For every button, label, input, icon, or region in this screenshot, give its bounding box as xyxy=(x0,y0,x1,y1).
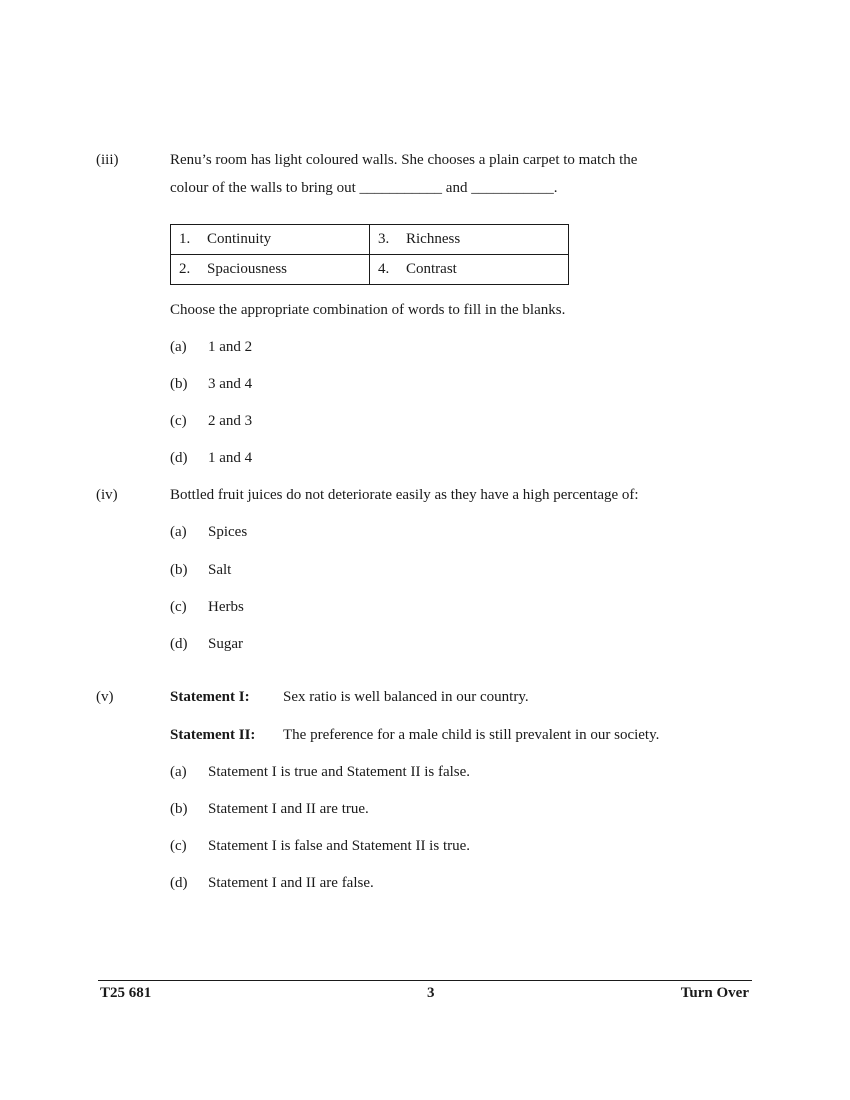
question-number-iii: (iii) xyxy=(96,152,119,168)
statement-2-text: The preference for a male child is still prevalent in our society. xyxy=(283,727,660,743)
option-text: Statement I and II are false. xyxy=(208,875,374,891)
table-cell xyxy=(171,255,370,285)
option-text: 1 and 2 xyxy=(208,339,253,355)
option-label: (a) xyxy=(170,524,187,540)
table-cell xyxy=(171,225,370,255)
question-number-iv: (iv) xyxy=(96,487,118,503)
question-iii-instruction: Choose the appropriate combination of words to fill in the blanks. xyxy=(170,302,566,318)
option-text: Salt xyxy=(208,562,232,578)
option-label: (b) xyxy=(170,562,188,578)
question-iii-stem-line2: colour of the walls to bring out ___________ and ___________. xyxy=(170,180,558,196)
page-number: 3 xyxy=(427,985,435,1001)
option-label: (d) xyxy=(170,875,188,891)
paper-code: T25 681 xyxy=(100,985,152,1001)
question-number-v: (v) xyxy=(96,689,114,705)
cell-number: 2. xyxy=(179,261,191,277)
footer-divider xyxy=(98,980,752,981)
option-label: (b) xyxy=(170,801,188,817)
turn-over-label: Turn Over xyxy=(680,985,749,1001)
option-label: (b) xyxy=(170,376,188,392)
table-row xyxy=(171,225,569,255)
table-cell xyxy=(370,255,569,285)
cell-word: Contrast xyxy=(406,261,457,277)
word-choice-table xyxy=(170,224,569,285)
statement-1-text: Sex ratio is well balanced in our country. xyxy=(283,689,529,705)
cell-word: Richness xyxy=(406,231,461,247)
option-text: Sugar xyxy=(208,636,243,652)
option-label: (d) xyxy=(170,636,188,652)
option-label: (c) xyxy=(170,838,187,854)
statement-2-label: Statement II: xyxy=(170,727,256,743)
option-label: (c) xyxy=(170,413,187,429)
table-row xyxy=(171,255,569,285)
cell-word: Spaciousness xyxy=(207,261,287,277)
option-label: (a) xyxy=(170,764,187,780)
question-iii-stem-line1: Renu’s room has light coloured walls. She chooses a plain carpet to match the xyxy=(170,152,638,168)
option-text: 3 and 4 xyxy=(208,376,253,392)
cell-word: Continuity xyxy=(207,231,272,247)
option-text: Spices xyxy=(208,524,248,540)
option-text: 1 and 4 xyxy=(208,450,253,466)
option-label: (c) xyxy=(170,599,187,615)
option-text: 2 and 3 xyxy=(208,413,253,429)
option-label: (d) xyxy=(170,450,188,466)
option-text: Statement I is false and Statement II is true. xyxy=(208,838,471,854)
cell-number: 3. xyxy=(378,231,390,247)
table-cell xyxy=(370,225,569,255)
question-iv-stem: Bottled fruit juices do not deteriorate easily as they have a high percentage of: xyxy=(170,487,639,503)
statement-1-label: Statement I: xyxy=(170,689,250,705)
option-text: Herbs xyxy=(208,599,244,615)
cell-number: 4. xyxy=(378,261,390,277)
option-label: (a) xyxy=(170,339,187,355)
option-text: Statement I and II are true. xyxy=(208,801,369,817)
option-text: Statement I is true and Statement II is false. xyxy=(208,764,471,780)
cell-number: 1. xyxy=(179,231,191,247)
